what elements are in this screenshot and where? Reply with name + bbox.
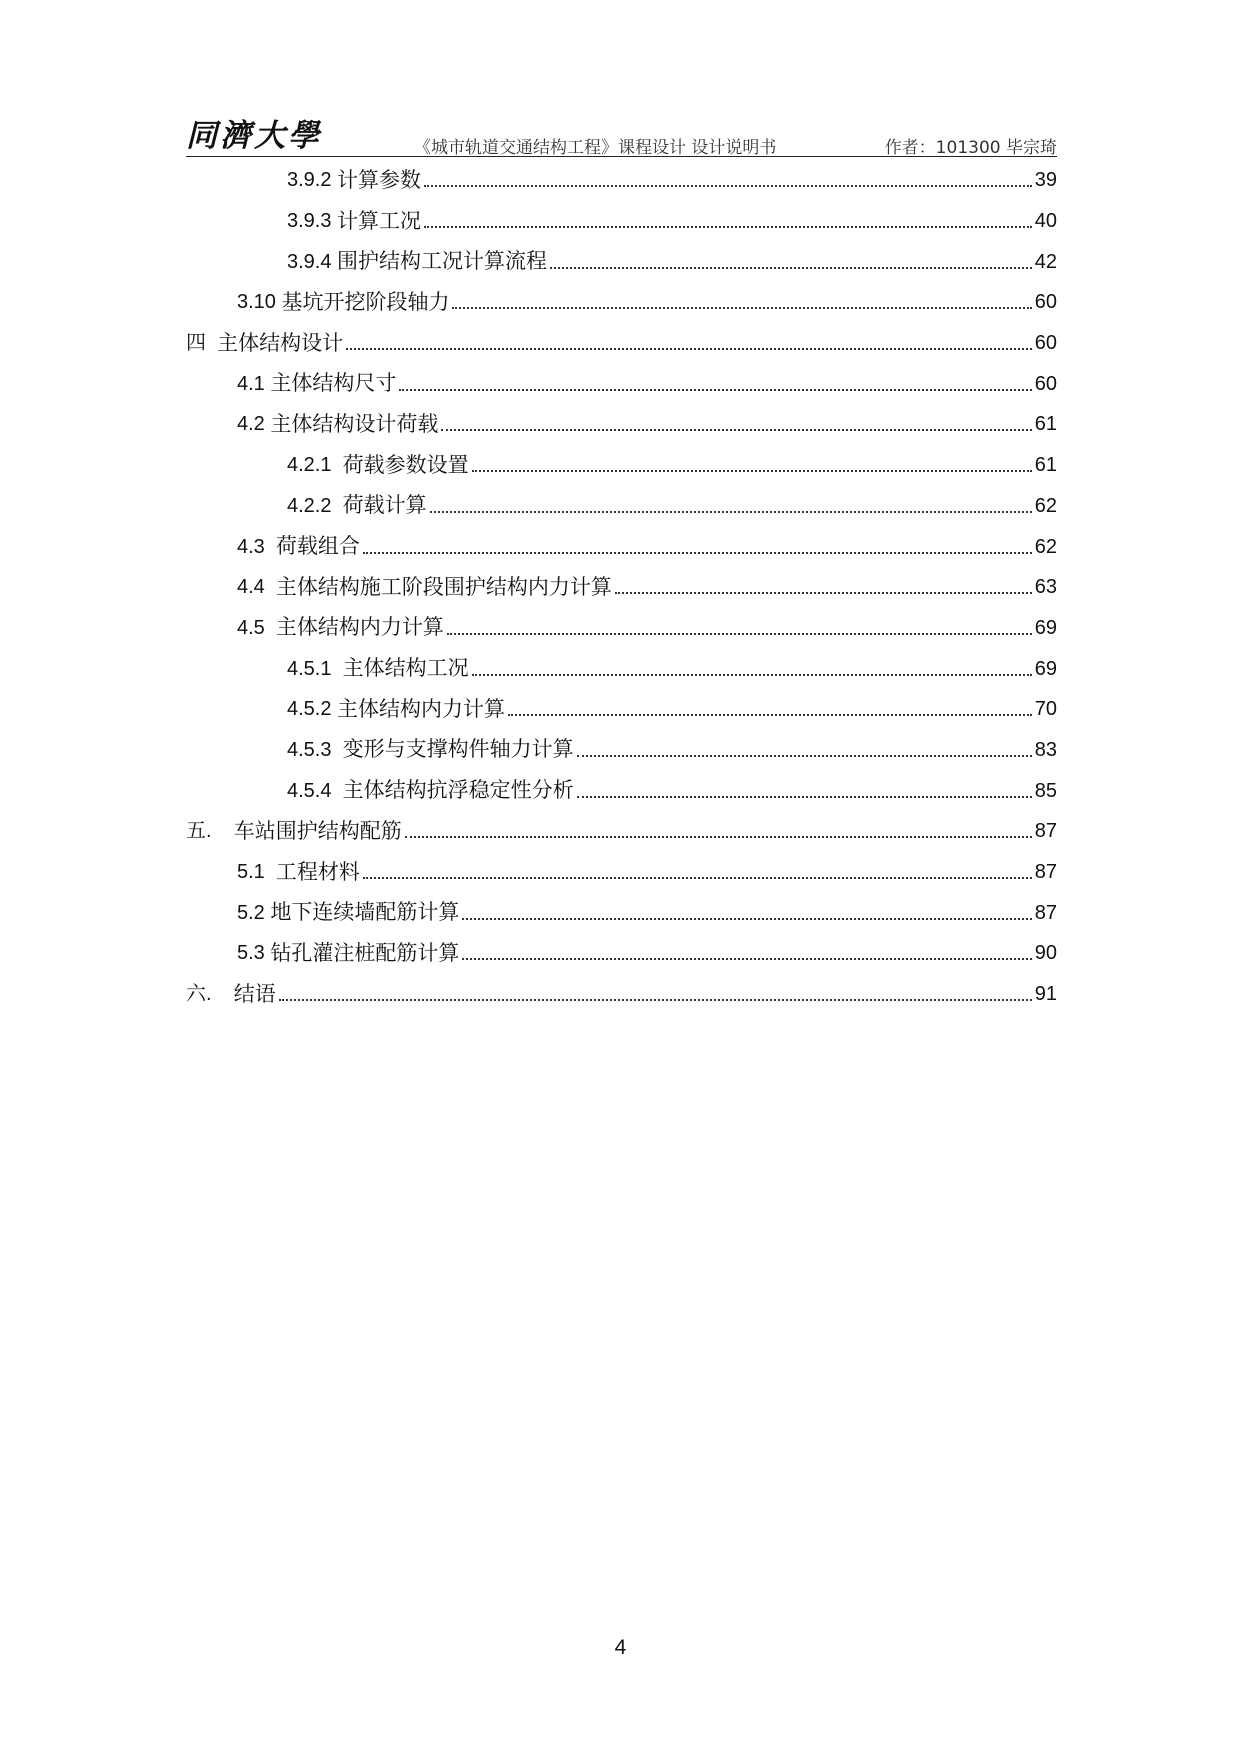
toc-dot-leader bbox=[424, 185, 1032, 187]
toc-entry-title: 主体结构设计荷载 bbox=[270, 411, 439, 436]
toc-dot-leader bbox=[462, 918, 1031, 920]
toc-entry-page: 83 bbox=[1034, 738, 1057, 761]
toc-dot-leader bbox=[447, 633, 1032, 635]
toc-entry-page: 62 bbox=[1034, 535, 1057, 558]
toc-entry-title: 主体结构内力计算 bbox=[275, 615, 444, 640]
toc-entry-title: 计算工况 bbox=[337, 208, 422, 233]
toc-entry-title: 主体结构施工阶段围护结构内力计算 bbox=[275, 574, 612, 599]
toc-entry-number: 4.4 bbox=[237, 576, 276, 599]
toc-entry-title: 主体结构设计 bbox=[217, 330, 344, 355]
toc-entry-page: 42 bbox=[1034, 250, 1057, 273]
toc-entry[interactable] bbox=[186, 201, 1057, 242]
toc-entry-title: 荷载组合 bbox=[275, 534, 360, 559]
toc-entry-number: 4.2 bbox=[237, 413, 271, 436]
toc-dot-leader bbox=[279, 999, 1032, 1001]
toc-entry-page: 91 bbox=[1034, 983, 1057, 1006]
toc-entry[interactable] bbox=[186, 892, 1057, 933]
toc-dot-leader bbox=[452, 307, 1031, 309]
toc-entry-title: 钻孔灌注桩配筋计算 bbox=[270, 940, 460, 965]
toc-entry-page: 60 bbox=[1034, 332, 1057, 355]
toc-entry-number: 5.1 bbox=[237, 861, 276, 884]
toc-entry-page: 69 bbox=[1034, 616, 1057, 639]
toc-entry-page: 61 bbox=[1034, 413, 1057, 436]
toc-entry-number: 3.10 bbox=[237, 291, 282, 314]
toc-dot-leader bbox=[462, 958, 1031, 960]
toc-entry-page: 61 bbox=[1034, 454, 1057, 477]
toc-entry-page: 87 bbox=[1034, 820, 1057, 843]
toc-entry[interactable] bbox=[186, 689, 1057, 730]
toc-dot-leader bbox=[405, 836, 1032, 838]
toc-entry[interactable] bbox=[186, 730, 1057, 771]
toc-entry[interactable] bbox=[186, 404, 1057, 445]
toc-entry[interactable] bbox=[186, 486, 1057, 527]
toc-dot-leader bbox=[577, 755, 1032, 757]
toc-entry-number: 3.9.2 bbox=[287, 169, 338, 192]
toc-entry[interactable] bbox=[186, 282, 1057, 323]
toc-entry-title: 主体结构内力计算 bbox=[337, 696, 506, 721]
toc-entry[interactable] bbox=[186, 567, 1057, 608]
toc-entry-title: 荷载计算 bbox=[342, 493, 427, 518]
toc-entry-number: 4.5 bbox=[237, 616, 276, 639]
table-of-contents bbox=[186, 160, 1057, 1014]
toc-entry-title: 主体结构尺寸 bbox=[270, 371, 397, 396]
toc-entry[interactable] bbox=[186, 526, 1057, 567]
toc-entry[interactable] bbox=[186, 160, 1057, 201]
toc-entry-page: 69 bbox=[1034, 657, 1057, 680]
toc-dot-leader bbox=[441, 429, 1031, 431]
toc-entry-number: 4.5.1 bbox=[287, 657, 343, 680]
toc-entry-title: 计算参数 bbox=[337, 167, 422, 192]
header-author: 作者：101300 毕宗琦 bbox=[884, 138, 1057, 158]
toc-entry-number: 4.5.3 bbox=[287, 738, 343, 761]
toc-entry[interactable] bbox=[186, 852, 1057, 893]
toc-dot-leader bbox=[363, 552, 1032, 554]
toc-entry-number: 4.3 bbox=[237, 535, 276, 558]
toc-entry-title: 地下连续墙配筋计算 bbox=[270, 900, 460, 925]
toc-entry-page: 40 bbox=[1034, 210, 1057, 233]
toc-dot-leader bbox=[346, 348, 1032, 350]
toc-entry-number: 5.3 bbox=[237, 942, 271, 965]
toc-entry[interactable] bbox=[186, 363, 1057, 404]
toc-entry-title: 围护结构工况计算流程 bbox=[337, 249, 548, 274]
toc-entry-number: 五. bbox=[186, 820, 234, 843]
toc-entry-page: 39 bbox=[1034, 169, 1057, 192]
toc-entry-title: 变形与支撑构件轴力计算 bbox=[342, 737, 574, 762]
toc-entry-page: 62 bbox=[1034, 494, 1057, 517]
toc-dot-leader bbox=[363, 877, 1032, 879]
toc-entry-title: 结语 bbox=[233, 981, 276, 1006]
toc-entry-title: 主体结构抗浮稳定性分析 bbox=[342, 778, 574, 803]
toc-entry-page: 87 bbox=[1034, 901, 1057, 924]
toc-entry-page: 70 bbox=[1034, 698, 1057, 721]
toc-entry[interactable] bbox=[186, 323, 1057, 364]
toc-entry-title: 工程材料 bbox=[275, 859, 360, 884]
toc-dot-leader bbox=[615, 592, 1032, 594]
toc-entry-title: 车站围护结构配筋 bbox=[233, 818, 402, 843]
toc-dot-leader bbox=[399, 389, 1031, 391]
toc-dot-leader bbox=[472, 674, 1032, 676]
toc-entry-number: 4.2.2 bbox=[287, 494, 343, 517]
toc-entry[interactable] bbox=[186, 241, 1057, 282]
page-number: 4 bbox=[614, 1636, 627, 1659]
toc-entry[interactable] bbox=[186, 811, 1057, 852]
toc-entry[interactable] bbox=[186, 608, 1057, 649]
toc-entry-number: 4.1 bbox=[237, 372, 271, 395]
toc-entry-number: 六. bbox=[186, 983, 234, 1006]
toc-entry-page: 90 bbox=[1034, 942, 1057, 965]
toc-entry[interactable] bbox=[186, 974, 1057, 1015]
university-logo: 同濟大學 bbox=[186, 118, 322, 154]
toc-entry-page: 87 bbox=[1034, 861, 1057, 884]
toc-entry-page: 60 bbox=[1034, 291, 1057, 314]
toc-entry[interactable] bbox=[186, 445, 1057, 486]
toc-entry-page: 60 bbox=[1034, 372, 1057, 395]
toc-dot-leader bbox=[424, 226, 1032, 228]
toc-dot-leader bbox=[550, 267, 1032, 269]
toc-dot-leader bbox=[508, 714, 1032, 716]
toc-entry[interactable] bbox=[186, 933, 1057, 974]
toc-entry-number: 4.2.1 bbox=[287, 454, 343, 477]
toc-entry-number: 5.2 bbox=[237, 901, 271, 924]
toc-entry-title: 主体结构工况 bbox=[342, 656, 469, 681]
page-header bbox=[186, 108, 1057, 158]
toc-dot-leader bbox=[472, 470, 1032, 472]
toc-dot-leader bbox=[430, 511, 1032, 513]
toc-entry-number: 四 bbox=[186, 332, 218, 355]
toc-entry-title: 基坑开挖阶段轴力 bbox=[281, 289, 450, 314]
toc-entry[interactable] bbox=[186, 770, 1057, 811]
toc-entry[interactable] bbox=[186, 648, 1057, 689]
header-divider bbox=[186, 156, 1057, 157]
toc-entry-number: 4.5.4 bbox=[287, 779, 343, 802]
toc-entry-page: 63 bbox=[1034, 576, 1057, 599]
toc-entry-title: 荷载参数设置 bbox=[342, 452, 469, 477]
toc-entry-page: 85 bbox=[1034, 779, 1057, 802]
toc-dot-leader bbox=[577, 796, 1032, 798]
header-title: 《城市轨道交通结构工程》课程设计 设计说明书 bbox=[414, 138, 777, 158]
toc-entry-number: 3.9.4 bbox=[287, 250, 338, 273]
toc-entry-number: 3.9.3 bbox=[287, 210, 338, 233]
toc-entry-number: 4.5.2 bbox=[287, 698, 338, 721]
